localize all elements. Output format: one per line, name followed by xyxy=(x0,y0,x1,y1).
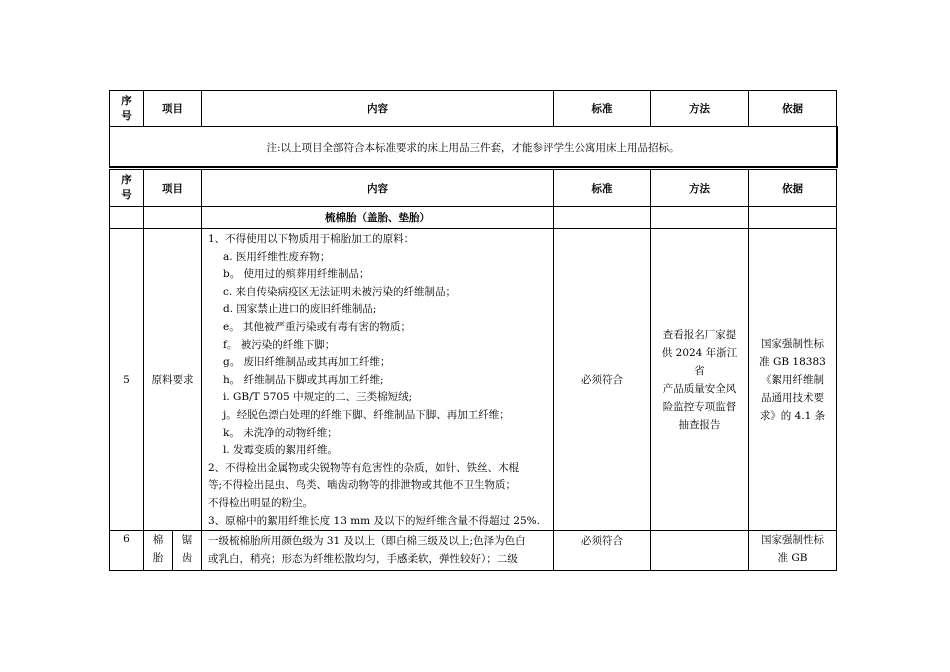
header-item: 项目 xyxy=(144,91,202,127)
row5-content xyxy=(202,229,554,531)
content-line: g。 废旧纤维制品或其再加工纤维； xyxy=(223,356,391,369)
content-line: a. 医用纤维性废弃物； xyxy=(223,250,331,263)
content-line: d. 国家禁止进口的废旧纤维制品; xyxy=(223,303,377,316)
section-empty-item xyxy=(144,207,202,229)
content-line: b。 使用过的殡葬用纤维制品； xyxy=(223,268,370,281)
row6-seq: 6 xyxy=(110,531,144,571)
basis-line: 求》的 4.1 条 xyxy=(759,409,826,422)
row5-basis xyxy=(749,229,837,531)
header-content: 内容 xyxy=(202,91,554,127)
row6-method xyxy=(651,531,749,571)
content-line: j。经脱色漂白处理的纤维下脚、纤维制品下脚、再加工纤维； xyxy=(223,408,510,421)
header-item: 项目 xyxy=(144,170,202,207)
header-table-top xyxy=(109,90,837,127)
header-basis: 依据 xyxy=(749,91,837,127)
content-line: 等;不得检出昆虫、鸟类、啮齿动物等的排泄物或其他不卫生物质； xyxy=(208,479,517,492)
table-row xyxy=(110,531,837,571)
content-line: 1、不得使用以下物质用于棉胎加工的原料： xyxy=(208,233,415,245)
note-text: 注:以上项目全部符合本标准要求的床上用品三件套，才能参评学生公寓用床上用品招标。 xyxy=(109,126,838,168)
header-basis: 依据 xyxy=(749,170,837,207)
basis-line: 准 GB 18383 xyxy=(759,355,826,368)
header-method: 方法 xyxy=(651,91,749,127)
table-row xyxy=(110,229,837,531)
method-line: 险监控专项监督 xyxy=(662,400,737,413)
method-line: 查看报名厂家提 xyxy=(662,328,737,341)
section-empty-seq xyxy=(110,207,144,229)
header-method: 方法 xyxy=(651,170,749,207)
method-line: 供 2024 年浙江省 xyxy=(661,346,738,377)
basis-line: 品通用技术要 xyxy=(761,391,824,404)
content-line: k。 未洗净的动物纤维； xyxy=(223,426,338,439)
row6-basis xyxy=(749,531,837,571)
section-empty-basis xyxy=(749,207,837,229)
method-line: 产品质量安全风 xyxy=(662,382,737,395)
item-char: 锯 xyxy=(181,534,193,547)
row5-standard: 必须符合 xyxy=(554,229,651,531)
content-line: 3、原棉中的絮用纤维长度 13 mm 及以下的短纤维含量不得超过 25%. xyxy=(208,514,540,527)
header-standard: 标准 xyxy=(554,170,651,207)
content-line: 一级梳棉胎所用颜色级为 31 及以上（即白棉三级及以上;色泽为色白 xyxy=(208,535,526,548)
content-line: i. GB/T 5705 中规定的二、三类棉短绒; xyxy=(223,391,413,404)
header-content: 内容 xyxy=(202,170,554,207)
item-char: 棉 xyxy=(152,534,164,547)
content-line: h。 纤维制品下脚或其再加工纤维; xyxy=(223,373,384,386)
basis-line: 《絮用纤维制 xyxy=(761,373,824,386)
main-table xyxy=(109,169,837,571)
content-line: l. 发霉变质的絮用纤维。 xyxy=(223,444,339,457)
header-seq: 序号 xyxy=(110,91,144,127)
row6-item-a xyxy=(144,531,173,571)
section-empty-standard xyxy=(554,207,651,229)
item-char: 胎 xyxy=(152,552,164,565)
row5-seq: 5 xyxy=(110,229,144,531)
row6-item-b xyxy=(173,531,202,571)
content-line: 不得检出明显的粉尘。 xyxy=(208,496,313,509)
basis-line: 国家强制性标 xyxy=(761,337,824,350)
item-char: 齿 xyxy=(181,552,193,565)
basis-line: 准 GB xyxy=(777,552,808,565)
content-line: c. 来自传染病疫区无法证明未被污染的纤维制品； xyxy=(223,285,457,298)
content-line: f。 被污染的纤维下脚； xyxy=(223,338,336,351)
content-line: 2、不得检出金属物或尖锐物等有危害性的杂质，如针、铁丝、木棍 xyxy=(208,461,520,474)
basis-line: 国家强制性标 xyxy=(761,534,824,547)
header-seq: 序号 xyxy=(110,170,144,207)
content-line: 或乳白，稍亮；形态为纤维松散均匀，手感柔软，弹性较好）；二级 xyxy=(208,552,518,565)
row5-item: 原料要求 xyxy=(144,229,202,531)
section-title: 梳棉胎（盖胎、垫胎） xyxy=(202,207,554,229)
row6-content xyxy=(202,531,554,571)
method-line: 抽查报告 xyxy=(678,418,721,431)
content-line: e。 其他被严重污染或有毒有害的物质； xyxy=(223,320,412,333)
header-standard: 标准 xyxy=(554,91,651,127)
row5-method xyxy=(651,229,749,531)
section-empty-method xyxy=(651,207,749,229)
row6-standard: 必须符合 xyxy=(554,531,651,571)
